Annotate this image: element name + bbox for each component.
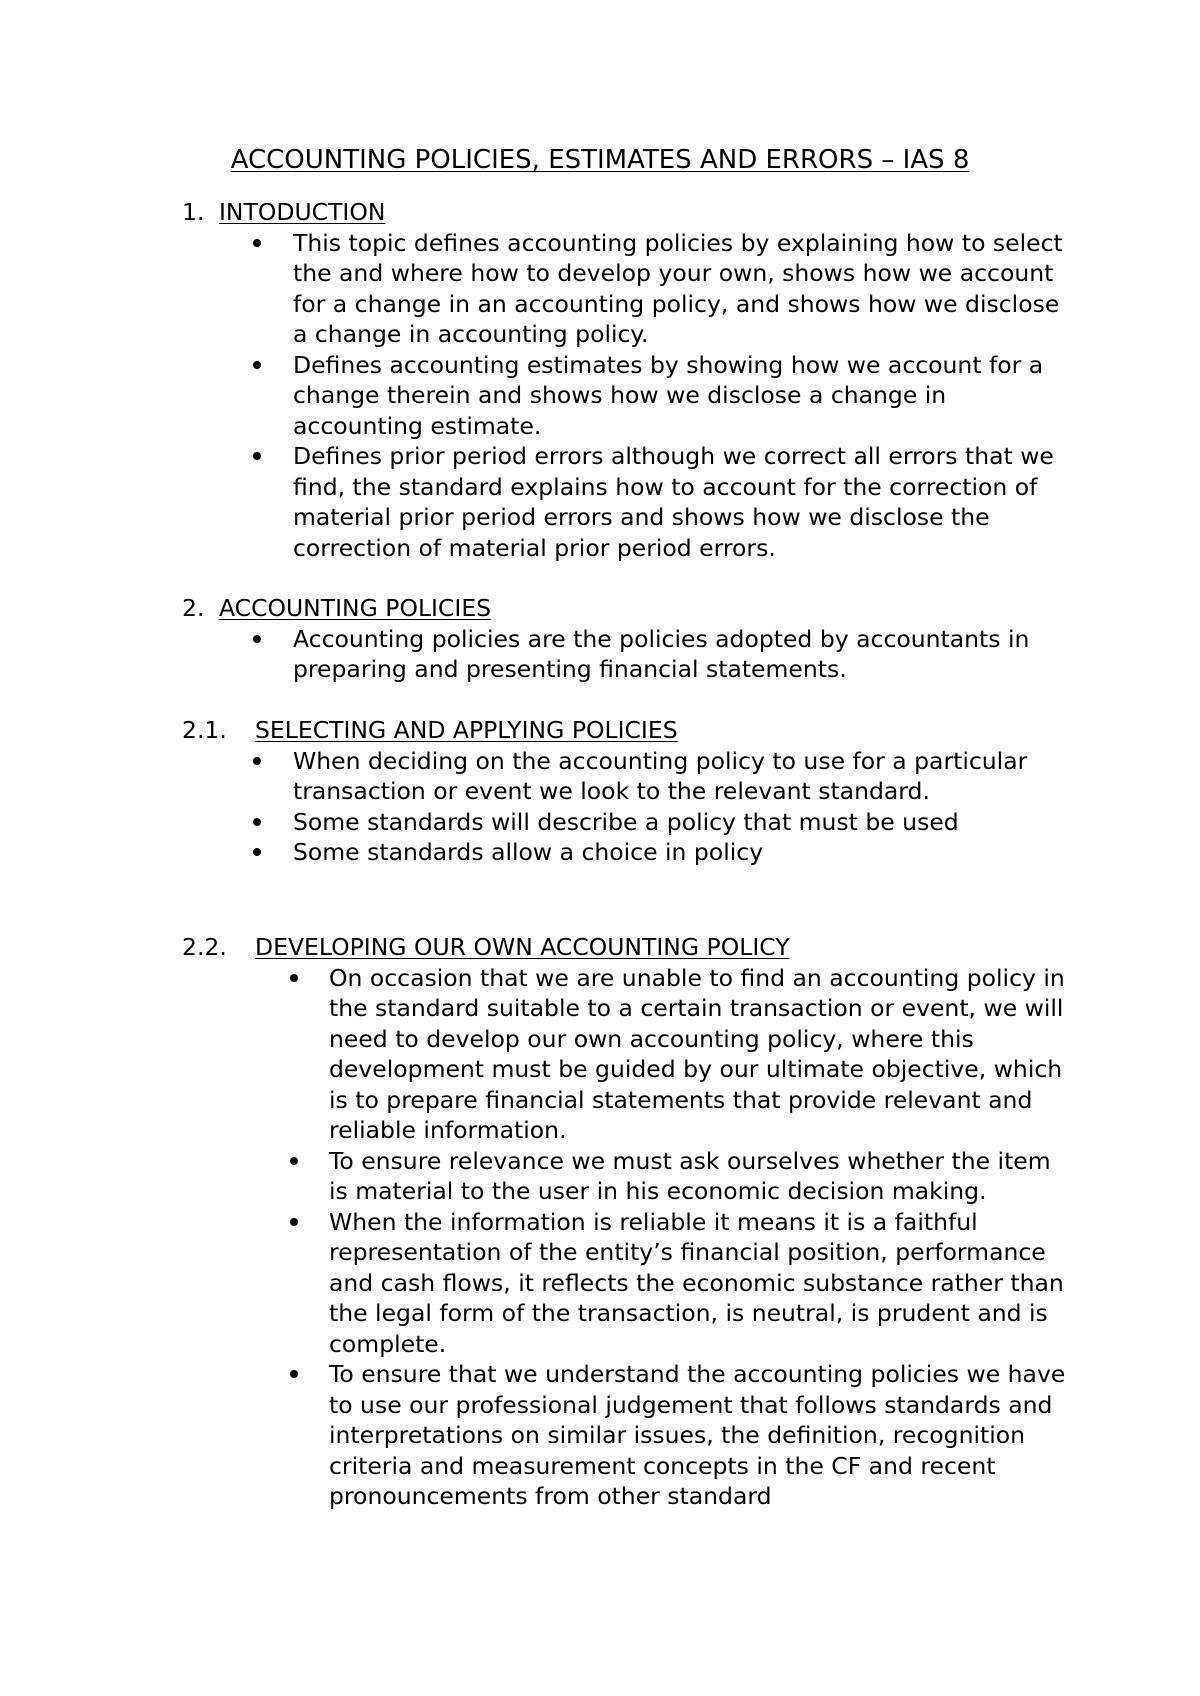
list-item-text: Defines prior period errors although we correct all errors that we find, the standard explains how to account for the correction of material prior period errors and shows how we disclose the correction of material prior period errors. (293, 442, 1054, 562)
list-item (0, 807, 1073, 838)
bullet-icon (290, 974, 298, 982)
bullet-icon (253, 361, 261, 369)
bullet-icon (253, 757, 261, 765)
section-title: DEVELOPING OUR OWN ACCOUNTING POLICY (255, 933, 790, 961)
bullet-icon (253, 452, 261, 460)
list-item-text: On occasion that we are unable to find an accounting policy in the standard suitable to a certain transaction or event, we will need to develop our own accounting policy, where this development must be guided by our ultimate objective, which is to prepare financial statements that provide relevant and reliable information. (329, 963, 1065, 1144)
list-item-text: To ensure relevance we must ask ourselves whether the item is material to the user in his economic decision making. (329, 1146, 1051, 1205)
list-item-text: Defines accounting estimates by showing how we account for a change therein and shows how we disclose a change in accounting estimate. (293, 350, 1044, 440)
list-item-text: This topic defines accounting policies by explaining how to select the and where how to develop your own, shows how we account for a change in an accounting policy, and shows how we disclose a change in accounting policy. (293, 228, 1063, 348)
bullet-icon (253, 848, 261, 856)
list-item (0, 624, 1073, 685)
section-developing-own-policy (0, 932, 1200, 1512)
list-item-text: When deciding on the accounting policy to use for a particular transaction or event we look to the relevant standard. (293, 746, 1028, 805)
section-heading (0, 932, 1200, 963)
bullet-list (0, 963, 1200, 1512)
section-title: INTODUCTION (219, 198, 386, 226)
list-item-text: When the information is reliable it means it is a faithful representation of the entity’s financial position, performance and cash flows, it reflects the economic substance rather than the legal form of the transaction, is neutral, is prudent and is complete. (329, 1207, 1064, 1358)
list-item (0, 837, 1073, 868)
bullet-icon (253, 239, 261, 247)
list-item-text: Accounting policies are the policies adopted by accountants in preparing and presenting financial statements. (293, 624, 1030, 683)
list-item (0, 1146, 1069, 1207)
list-item (0, 441, 1073, 563)
bullet-icon (253, 635, 261, 643)
section-heading (0, 593, 1200, 624)
section-heading (0, 197, 1200, 228)
document-title: ACCOUNTING POLICIES, ESTIMATES AND ERRORS – IAS 8 (230, 145, 970, 175)
bullet-icon (290, 1157, 298, 1165)
list-item (0, 963, 1069, 1146)
section-title: ACCOUNTING POLICIES (219, 594, 492, 622)
section-number: 2. (182, 594, 205, 622)
section-number: 2.2. (182, 933, 227, 961)
bullet-icon (290, 1218, 298, 1226)
section-introduction (0, 197, 1200, 563)
section-title: SELECTING AND APPLYING POLICIES (255, 716, 678, 744)
bullet-list (0, 746, 1200, 868)
list-item-text: To ensure that we understand the accounting policies we have to use our professional judgement that follows standards and interpretations on similar issues, the definition, recognition criteria and measurement concepts in the CF and recent pronouncements from other standard (329, 1360, 1066, 1510)
bullet-list (0, 228, 1200, 564)
list-item-text: Some standards allow a choice in policy (293, 838, 764, 866)
section-number: 1. (182, 198, 205, 226)
section-accounting-policies (0, 593, 1200, 685)
bullet-list (0, 624, 1200, 685)
list-item (0, 1359, 1069, 1512)
bullet-icon (253, 818, 261, 826)
list-item (0, 746, 1073, 807)
section-heading (0, 715, 1200, 746)
list-item (0, 228, 1073, 350)
bullet-icon (290, 1370, 298, 1378)
list-item-text: Some standards will describe a policy that must be used (293, 807, 959, 836)
section-number: 2.1. (182, 716, 227, 744)
list-item (0, 350, 1073, 442)
list-item (0, 1207, 1069, 1360)
section-selecting-applying-policies (0, 715, 1200, 868)
